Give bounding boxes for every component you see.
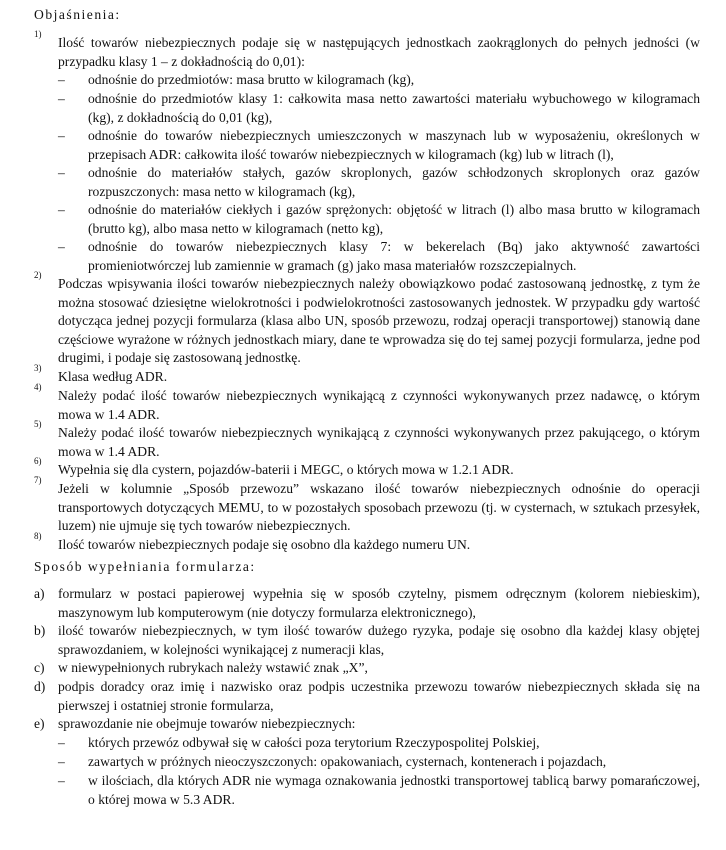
footnote-2 bbox=[34, 270, 700, 368]
footnote-marker: 4) bbox=[34, 382, 42, 392]
footnote-text: Jeżeli w kolumnie „Sposób przewozu” wskazano ilość towarów niebezpiecznych odnośnie do operacji transportowych dotyczących MEMU, to w pozostałych sposobach przewozu (tj. w cysternach, w sztukach przesyłek, luzem) nie ujmuje się tych towarów niebezpiecznych. bbox=[58, 481, 700, 534]
instruction-text: sprawozdanie nie obejmuje towarów niebezpiecznych: bbox=[58, 716, 356, 731]
list-item-text: odnośnie do materiałów ciekłych i gazów sprężonych: objętość w litrach (l) albo masa brutto w kilogramach (brutto kg), albo masa netto w kilogramach (netto kg), bbox=[88, 202, 700, 236]
footnote-marker: 5) bbox=[34, 419, 42, 429]
instruction-text: formularz w postaci papierowej wypełnia się w sposób czytelny, pismem odręcznym (kolorem niebieskim), maszynowym lub komputerowym (nie dotyczy formularza elektronicznego), bbox=[58, 586, 700, 620]
list-item-text: których przewóz odbywał się w całości poza terytorium Rzeczypospolitej Polskiej, bbox=[88, 735, 540, 750]
instruction-e bbox=[34, 715, 700, 734]
footnote-marker: 3) bbox=[34, 363, 42, 373]
instruction-text: ilość towarów niebezpiecznych, w tym ilość towarów dużego ryzyka, podaje się osobno dla każdej klasy objętej sprawozdaniem, w kolejności wynikającej z numeracji klas, bbox=[58, 623, 700, 657]
footnote-text: Należy podać ilość towarów niebezpiecznych wynikającą z czynności wykonywanych przez nadawcę, o którym mowa w 1.4 ADR. bbox=[58, 388, 700, 422]
instruction-c bbox=[34, 659, 700, 678]
dash-bullet: – bbox=[58, 72, 65, 87]
list-item-text: odnośnie do przedmiotów: masa brutto w kilogramach (kg), bbox=[88, 72, 415, 87]
footnote-marker: 1) bbox=[34, 29, 42, 39]
dash-bullet: – bbox=[58, 773, 65, 788]
list-marker: b) bbox=[34, 623, 46, 638]
dash-bullet: – bbox=[58, 735, 65, 750]
footnote-5 bbox=[34, 419, 700, 461]
footnote-1-item bbox=[34, 127, 700, 164]
footnote-marker: 8) bbox=[34, 531, 42, 541]
footnote-7 bbox=[34, 475, 700, 536]
footnote-1 bbox=[34, 29, 700, 71]
footnote-text: Ilość towarów niebezpiecznych podaje się osobno dla każdego numeru UN. bbox=[58, 537, 471, 552]
list-marker: d) bbox=[34, 679, 46, 694]
footnote-marker: 6) bbox=[34, 456, 42, 466]
instruction-e-item bbox=[34, 753, 700, 772]
footnote-1-item bbox=[34, 164, 700, 201]
footnote-6 bbox=[34, 456, 700, 480]
instruction-b bbox=[34, 622, 700, 659]
instruction-text: podpis doradcy oraz imię i nazwisko oraz podpis uczestnika przewozu towarów niebezpiecznych składa się na pierwszej i ostatniej stronie formularza, bbox=[58, 679, 700, 713]
footnote-text: Wypełnia się dla cystern, pojazdów-baterii i MEGC, o których mowa w 1.2.1 ADR. bbox=[58, 462, 514, 477]
footnote-1-item bbox=[34, 90, 700, 127]
footnote-3 bbox=[34, 363, 700, 387]
footnote-1-item bbox=[34, 201, 700, 238]
dash-bullet: – bbox=[58, 754, 65, 769]
footnote-text: Należy podać ilość towarów niebezpiecznych wynikającą z czynności wykonywanych przez pakującego, o którym mowa w 1.4 ADR. bbox=[58, 425, 700, 459]
instructions-heading: Sposób wypełniania formularza: bbox=[34, 559, 256, 574]
dash-bullet: – bbox=[58, 91, 65, 106]
footnote-marker: 7) bbox=[34, 475, 42, 485]
list-item-text: odnośnie do materiałów stałych, gazów skroplonych, gazów schłodzonych skroplonych oraz gazów rozpuszczonych: masa netto w kilogramach (kg), bbox=[88, 165, 700, 199]
explanations-heading: Objaśnienia: bbox=[34, 7, 121, 22]
list-marker: a) bbox=[34, 586, 45, 601]
footnote-1-item bbox=[34, 238, 700, 275]
list-item-text: zawartych w próżnych nieoczyszczonych: opakowaniach, cysternach, kontenerach i pojazdach, bbox=[88, 754, 607, 769]
dash-bullet: – bbox=[58, 165, 65, 180]
footnote-text: Ilość towarów niebezpiecznych podaje się w następujących jednostkach zaokrąglonych do pełnych jedności (w przypadku klasy 1 – z dokładnością do 0,01): bbox=[58, 35, 700, 69]
dash-bullet: – bbox=[58, 239, 65, 254]
instruction-text: w niewypełnionych rubrykach należy wstawić znak „X”, bbox=[58, 660, 368, 675]
footnote-4 bbox=[34, 382, 700, 424]
footnote-text: Klasa według ADR. bbox=[58, 369, 168, 384]
list-item-text: odnośnie do przedmiotów klasy 1: całkowita masa netto zawartości materiału wybuchowego w kilogramach (kg), z dokładnością do 0,01 (kg), bbox=[88, 91, 700, 125]
instruction-e-item bbox=[34, 734, 700, 753]
footnote-1-item bbox=[34, 71, 700, 90]
instruction-a bbox=[34, 585, 700, 622]
list-item-text: odnośnie do towarów niebezpiecznych klasy 7: w bekerelach (Bq) jako aktywność zawartości promieniotwórczej lub zamiennie w gramach (g) jako masa materiałów rozszczepialnych. bbox=[88, 239, 700, 273]
dash-bullet: – bbox=[58, 128, 65, 143]
dash-bullet: – bbox=[58, 202, 65, 217]
list-item-text: w ilościach, dla których ADR nie wymaga oznakowania jednostki transportowej tablicą barwy pomarańczowej, o której mowa w 5.3 ADR. bbox=[88, 773, 700, 807]
list-item-text: odnośnie do towarów niebezpiecznych umieszczonych w maszynach lub w wyposażeniu, określonych w przepisach ADR: całkowita ilość towarów niebezpiecznych w kilogramach (kg) lub w litrach (l), bbox=[88, 128, 700, 162]
footnote-marker: 2) bbox=[34, 270, 42, 280]
instruction-d bbox=[34, 678, 700, 715]
instruction-e-item bbox=[34, 772, 700, 809]
footnote-8 bbox=[34, 531, 700, 555]
footnote-text: Podczas wpisywania ilości towarów niebezpiecznych należy obowiązkowo podać zastosowaną jednostkę, z tym że można stosować dziesiętne wielokrotności i podwielokrotności zastosowanych jednostek. W przypadku gdy wartość dotycząca jednej pozycji formularza (klasa albo UN, sposób przewozu, rodzaj operacji transportowej) stanowią dane częściowe wyrażone w różnych jednostkach miary, dane te wprowadza się do tej samej pozycji formularza, jedne pod drugimi, i podaje się zastosowaną jednostkę. bbox=[58, 276, 700, 366]
list-marker: e) bbox=[34, 716, 45, 731]
list-marker: c) bbox=[34, 660, 45, 675]
